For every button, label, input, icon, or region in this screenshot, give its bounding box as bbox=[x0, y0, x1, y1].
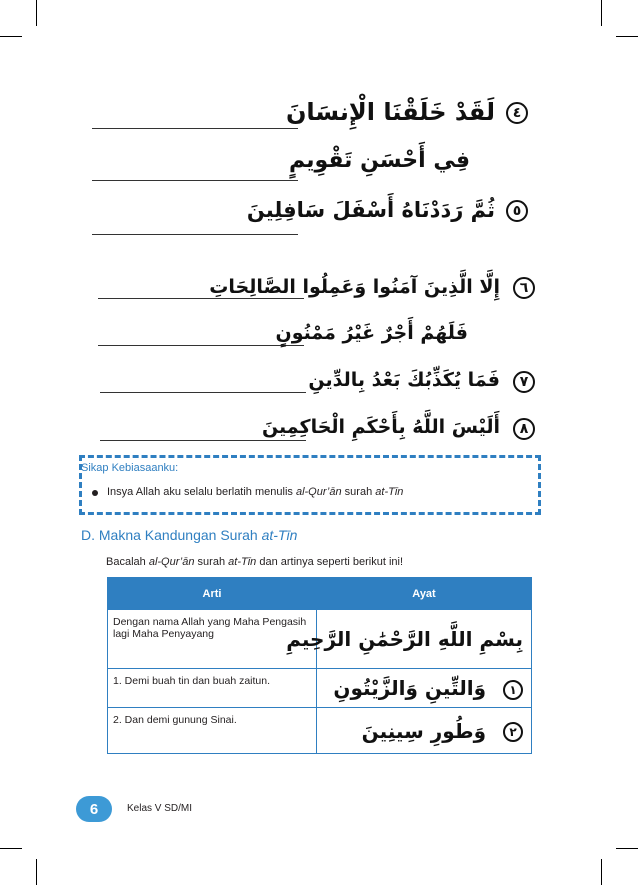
table-row bbox=[108, 708, 532, 754]
verse-number: ١ bbox=[503, 680, 523, 700]
ayat-cell bbox=[317, 669, 532, 708]
crop-mark bbox=[616, 848, 638, 849]
verse-number: ٦ bbox=[513, 277, 535, 299]
verse-number: ٨ bbox=[513, 418, 535, 440]
ayat-text: وَطُورِ سِينِينَ bbox=[361, 718, 487, 743]
arti-cell: 1. Demi buah tin dan buah zaitun. bbox=[108, 669, 317, 708]
writing-line[interactable] bbox=[92, 234, 298, 235]
writing-line[interactable] bbox=[92, 180, 298, 181]
verse-number: ٢ bbox=[503, 722, 523, 742]
verse-number: ٧ bbox=[513, 371, 535, 393]
basmalah-arabic: بِسْمِ اللَّهِ الرَّحْمَٰنِ الرَّحِيمِ bbox=[286, 627, 523, 651]
arti-cell: 2. Dan demi gunung Sinai. bbox=[108, 708, 317, 754]
writing-line[interactable] bbox=[98, 345, 304, 346]
crop-mark bbox=[36, 0, 37, 26]
arabic-verse: أَلَيْسَ اللَّهُ بِأَحْكَمِ الْحَاكِمِينَ bbox=[261, 416, 500, 438]
footer-class-label: Kelas V SD/MI bbox=[127, 803, 193, 814]
bullet-icon bbox=[92, 490, 98, 496]
verse-number: ٤ bbox=[506, 102, 528, 124]
crop-mark bbox=[616, 36, 638, 37]
intro-instruction: Bacalah al-Qur’ān surah at-Tīn dan artinya seperti berikut ini! bbox=[106, 556, 404, 568]
arabic-verse: لَقَدْ خَلَقْنَا الْإِنسَانَ bbox=[285, 98, 495, 126]
table-row bbox=[108, 610, 532, 669]
ayat-cell bbox=[286, 610, 532, 669]
page-number-badge: 6 bbox=[76, 796, 112, 822]
crop-mark bbox=[36, 859, 37, 885]
ayat-text: وَالتِّينِ وَالزَّيْتُونِ bbox=[333, 676, 487, 700]
arabic-verse: ثُمَّ رَدَدْنَاهُ أَسْفَلَ سَافِلِينَ bbox=[246, 198, 495, 222]
meaning-table bbox=[107, 577, 532, 754]
arabic-verse: إِلَّا الَّذِينَ آمَنُوا وَعَمِلُوا الصَّالِحَاتِ bbox=[209, 276, 500, 298]
crop-mark bbox=[0, 848, 22, 849]
table-header-arti: Arti bbox=[108, 578, 317, 610]
arabic-verse: فَمَا يُكَذِّبُكَ بَعْدُ بِالدِّينِ bbox=[308, 369, 500, 391]
section-heading: D. Makna Kandungan Surah at-Tīn bbox=[81, 527, 298, 543]
arabic-verse: فِي أَحْسَنِ تَقْوِيمٍ bbox=[289, 148, 470, 173]
crop-mark bbox=[0, 36, 22, 37]
ayat-cell bbox=[317, 708, 532, 754]
writing-line[interactable] bbox=[98, 298, 304, 299]
table-row bbox=[108, 669, 532, 708]
crop-mark bbox=[601, 0, 602, 26]
verse-number: ٥ bbox=[506, 200, 528, 222]
ayat-arabic bbox=[333, 676, 523, 700]
callout-title: Sikap Kebiasaanku: bbox=[81, 462, 179, 474]
table-header-ayat: Ayat bbox=[317, 578, 532, 610]
callout-item: Insya Allah aku selalu berlatih menulis al-Qur’ān surah at-Tīn bbox=[107, 486, 404, 498]
arti-cell: Dengan nama Allah yang Maha Pengasih lagi Maha Penyayang bbox=[108, 610, 317, 669]
writing-line[interactable] bbox=[100, 392, 306, 393]
arabic-verse: فَلَهُمْ أَجْرٌ غَيْرُ مَمْنُونٍ bbox=[275, 322, 468, 344]
writing-line[interactable] bbox=[92, 128, 298, 129]
ayat-arabic bbox=[362, 719, 523, 743]
writing-line[interactable] bbox=[100, 440, 306, 441]
crop-mark bbox=[601, 859, 602, 885]
